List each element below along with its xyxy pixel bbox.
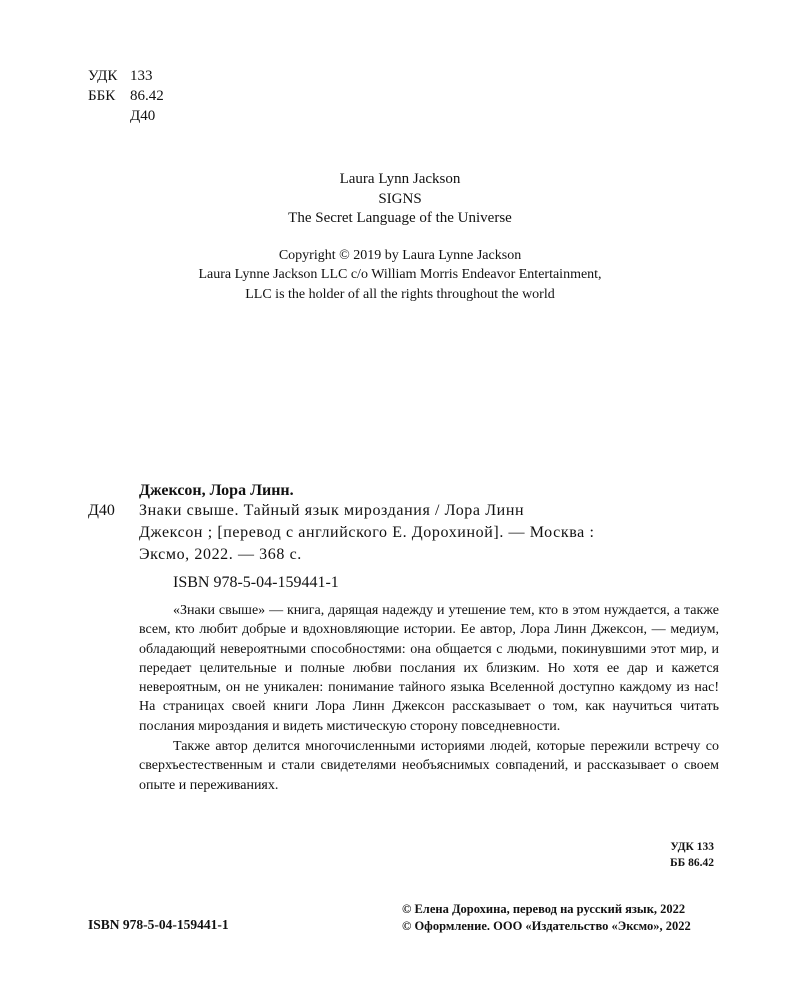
description-line: Эксмо, 2022. — 368 с.	[139, 546, 302, 563]
author-mark-top: Д40	[130, 108, 156, 124]
copyright-design: © Оформление. ООО «Издательство «Эксмо», 2022	[402, 919, 691, 933]
annotation-paragraph: «Знаки свыше» — книга, дарящая надежду и утешение тем, кто в этом нуждается, а также всем, кто любит добрые и вдохновляющие истории. Ее автор, Лора Линн Джексон, — медиум, обладающий невероятными способностями: она общается с людьми, покинувшими этот мир, и передает целительные и полные любви послания их близким. Но хотя ее дар и кажется невероятным, он не уникален: понимание тайного языка Вселенной доступно каждому из нас! На страницах своей книги Лора Линн Джексон рассказывает о том, как научиться читать послания мироздания и видеть мистическую сторону повседневности.	[139, 603, 719, 734]
bbk-code: ББ 86.42	[670, 857, 714, 869]
udk-code: УДК 133	[670, 841, 714, 853]
classification-codes	[88, 66, 164, 126]
annotation-paragraph: Также автор делится многочисленными историями людей, которые пережили встречу со сверхъестественным и стали свидетелями необъяснимых совпадений, и рассказывает о своем опыте и переживаниях.	[139, 739, 719, 793]
isbn-footer: ISBN 978-5-04-159441-1	[88, 917, 229, 932]
udk-label: УДК	[88, 68, 118, 84]
copyright-line: Copyright © 2019 by Laura Lynne Jackson	[278, 247, 522, 263]
udk-row	[88, 66, 164, 86]
right-codes	[670, 839, 714, 871]
author-heading: Джексон, Лора Линн.	[139, 482, 294, 499]
bbk-label: ББК	[88, 88, 116, 104]
original-subtitle: The Secret Language of the Universe	[288, 210, 512, 226]
description-line: Знаки свыше. Тайный язык мироздания / Лора Линн	[139, 502, 525, 519]
bbk-value: 86.42	[130, 88, 164, 104]
author-mark: Д40	[88, 502, 115, 519]
copyright-notices	[402, 901, 691, 935]
bbk-row	[88, 86, 164, 106]
spacer	[0, 229, 800, 246]
copyright-line: Laura Lynne Jackson LLC c/o William Morris Endeavor Entertainment,	[198, 267, 602, 282]
udk-value: 133	[130, 68, 153, 84]
original-credits	[0, 170, 800, 304]
bibliographic-description	[139, 500, 719, 566]
original-author: Laura Lynn Jackson	[339, 171, 461, 187]
copyright-line: LLC is the holder of all the rights throughout the world	[245, 286, 555, 302]
isbn-record: ISBN 978-5-04-159441-1	[173, 574, 339, 591]
original-title: SIGNS	[378, 190, 422, 207]
annotation	[139, 601, 719, 795]
description-line: Джексон ; [перевод с английского Е. Дорохиной]. — Москва :	[139, 524, 595, 541]
copyright-translation: © Елена Дорохина, перевод на русский язык, 2022	[402, 902, 686, 916]
